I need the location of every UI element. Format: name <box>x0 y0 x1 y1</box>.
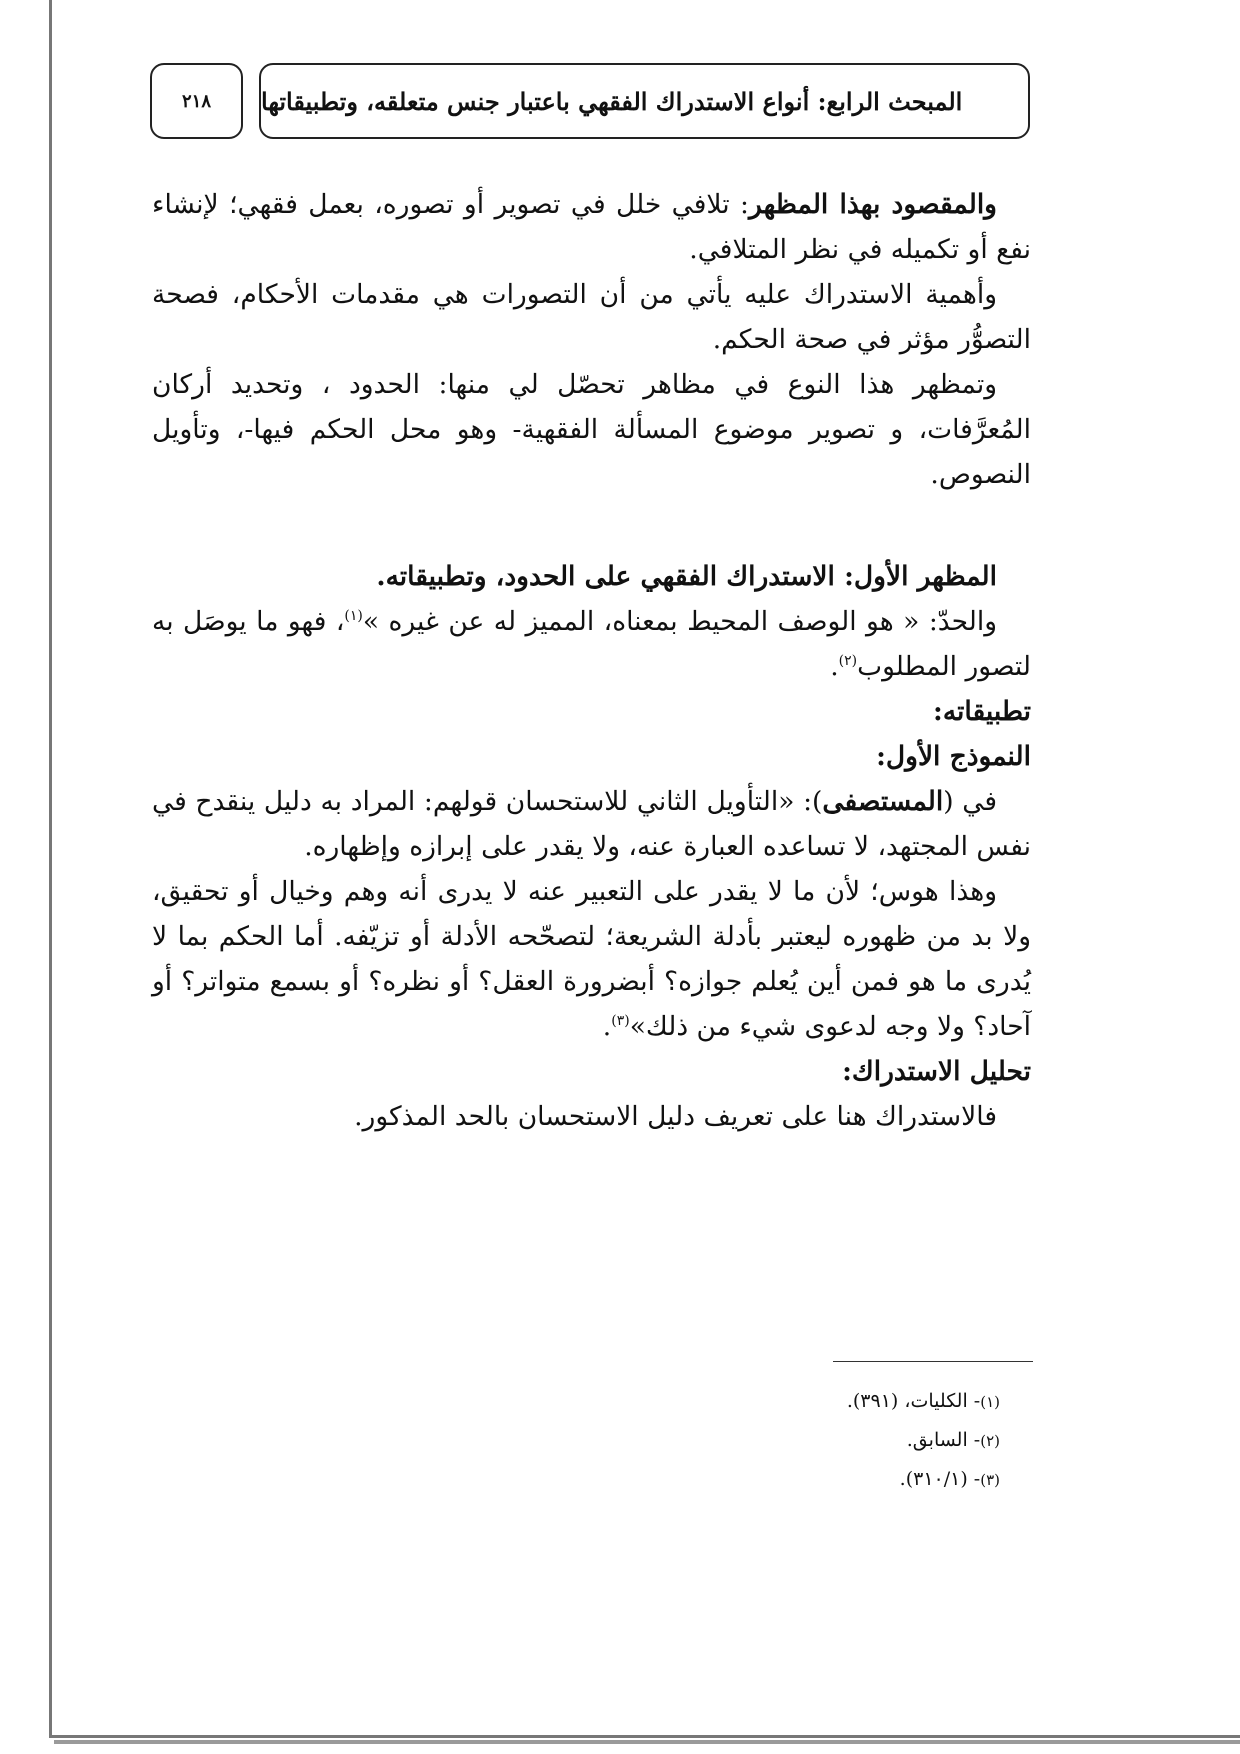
section-title <box>152 554 1031 599</box>
footnote-2-mark: (٢) <box>980 1432 1000 1450</box>
footnote-ref-3: (٣) <box>611 1013 630 1030</box>
paragraph-quote-continued <box>152 869 1031 1049</box>
section-spacer <box>152 497 1031 554</box>
footnote-ref-2: (٢) <box>838 653 858 670</box>
paragraph-analysis: فالاستدراك هنا على تعريف دليل الاستحسان بالحد المذكور. <box>354 1101 997 1132</box>
footnote-2 <box>560 1421 1000 1460</box>
applications-heading: تطبيقاته: <box>933 696 1031 727</box>
definition-quote: والحدّ: « هو الوصف المحيط بمعناه، المميز له عن غيره » <box>362 606 997 637</box>
page-number-box <box>150 63 243 139</box>
footnote-2-text: - السابق. <box>906 1429 981 1451</box>
footnote-1-text: - الكليات، (٣٩١). <box>846 1390 981 1412</box>
page-number: ٢١٨ <box>181 90 211 112</box>
running-header <box>259 63 1030 139</box>
paragraph-3: وتمظهر هذا النوع في مظاهر تحصّل لي منها: الحدود ، وتحديد أركان المُعرَّفات، و تصوير موضوع المسألة الفقهية- وهو محل الحكم فيها-، وتأويل النصوص. <box>152 369 1031 490</box>
source-title: المستصفى <box>822 786 944 817</box>
quote-end: . <box>602 1011 612 1042</box>
footnote-1 <box>560 1382 1000 1421</box>
paragraph-2: وأهمية الاستدراك عليه يأتي من أن التصورات هي مقدمات الأحكام، فصحة التصوُّر مؤثر في صحة الحكم. <box>152 279 1031 355</box>
footnote-3-text: - (٣١٠/١). <box>899 1468 981 1490</box>
footnote-ref-1: (١) <box>344 608 363 625</box>
paragraph-quote <box>152 779 1031 869</box>
definition-end: . <box>830 651 839 682</box>
footnote-1-mark: (١) <box>980 1393 1000 1411</box>
quote-continued-text: وهذا هوس؛ لأن ما لا يقدر على التعبير عنه لا يدرى أنه وهم وخيال أو تحقيق، ولا بد من ظهوره ليعتبر بأدلة الشريعة؛ لتصحّحه الأدلة أو تزيّفه. أما الحكم بما لا يُدرى ما هو فمن أين يُعلم جوازه؟ أبضرورة العقل؟ أو نظره؟ أو بسمع متواتر؟ أو آحاد؟ ولا وجه لدعوى شيء من ذلك» <box>152 876 1031 1042</box>
page-body <box>152 182 1031 1139</box>
footnotes <box>560 1382 1000 1499</box>
footnote-3 <box>560 1460 1000 1499</box>
paragraph-definition <box>152 599 1031 689</box>
definition-continuation: ، فهو ما يوصَل به لتصور المطلوب <box>152 606 1031 682</box>
quote-text: ): «التأويل الثاني للاستحسان قولهم: المراد به دليل ينقدح في نفس المجتهد، لا تساعده العبارة عنه، ولا يقدر على إبرازه وإظهاره. <box>152 786 1031 862</box>
section-title-lead: المظهر الأول <box>853 561 997 592</box>
page-frame-shadow <box>54 1740 1240 1744</box>
analysis-heading: تحليل الاستدراك: <box>842 1056 1031 1087</box>
paragraph-1-text: : تلافي خلل في تصوير أو تصوره، بعمل فقهي؛ لإنشاء نفع أو تكميله في نظر المتلافي. <box>152 189 1031 265</box>
running-header-title: المبحث الرابع: أنواع الاستدراك الفقهي باعتبار جنس متعلقه، وتطبيقاتها <box>261 86 963 116</box>
paragraph-1-lead: والمقصود بهذا المظهر <box>748 189 997 220</box>
footnote-3-mark: (٣) <box>980 1471 1000 1489</box>
quote-open: في ( <box>943 786 997 817</box>
model-heading: النموذج الأول: <box>876 741 1031 772</box>
footnote-separator <box>833 1361 1033 1362</box>
section-title-text: : الاستدراك الفقهي على الحدود، وتطبيقاته. <box>376 561 854 592</box>
paragraph-1 <box>152 182 1031 272</box>
